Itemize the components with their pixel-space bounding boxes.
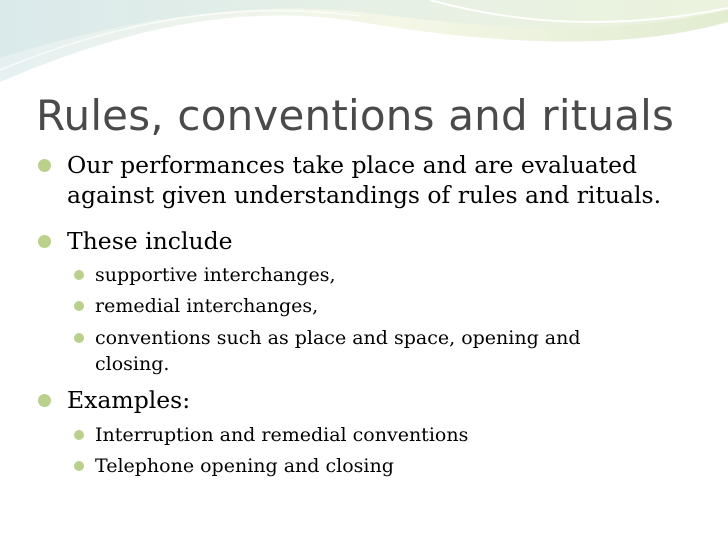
bullet-line: Interruption and remedial conventions <box>95 424 469 446</box>
bullet-line: Telephone opening and closing <box>95 455 394 477</box>
bullet-line: conventions such as place and space, opening and <box>95 327 581 349</box>
sub-bullet-item <box>95 453 394 479</box>
bullet-line: remedial interchanges, <box>95 295 319 317</box>
bullet-dot-icon <box>74 301 84 311</box>
bullet-line: supportive interchanges, <box>95 264 336 286</box>
bullet-line: against given understandings of rules and rituals. <box>67 181 662 209</box>
bullet-item <box>67 385 190 415</box>
bullet-dot-icon <box>38 159 51 172</box>
sub-bullet-item <box>95 325 581 377</box>
slide-title: Rules, conventions and rituals <box>36 91 675 140</box>
sub-bullet-item <box>95 262 335 288</box>
sub-bullet-item <box>95 422 468 448</box>
bullet-dot-icon <box>74 461 84 471</box>
bullet-line: Examples: <box>67 386 191 414</box>
bullet-line: closing. <box>95 353 170 375</box>
bullet-dot-icon <box>74 270 84 280</box>
bullet-line: Our performances take place and are evaluated <box>67 151 638 179</box>
sub-bullet-item <box>95 293 318 319</box>
bullet-dot-icon <box>74 430 84 440</box>
bullet-dot-icon <box>38 394 51 407</box>
bullet-item <box>67 226 233 256</box>
bullet-dot-icon <box>38 235 51 248</box>
bullet-item <box>67 150 661 210</box>
bullet-dot-icon <box>74 333 84 343</box>
bullet-line: These include <box>67 227 233 255</box>
